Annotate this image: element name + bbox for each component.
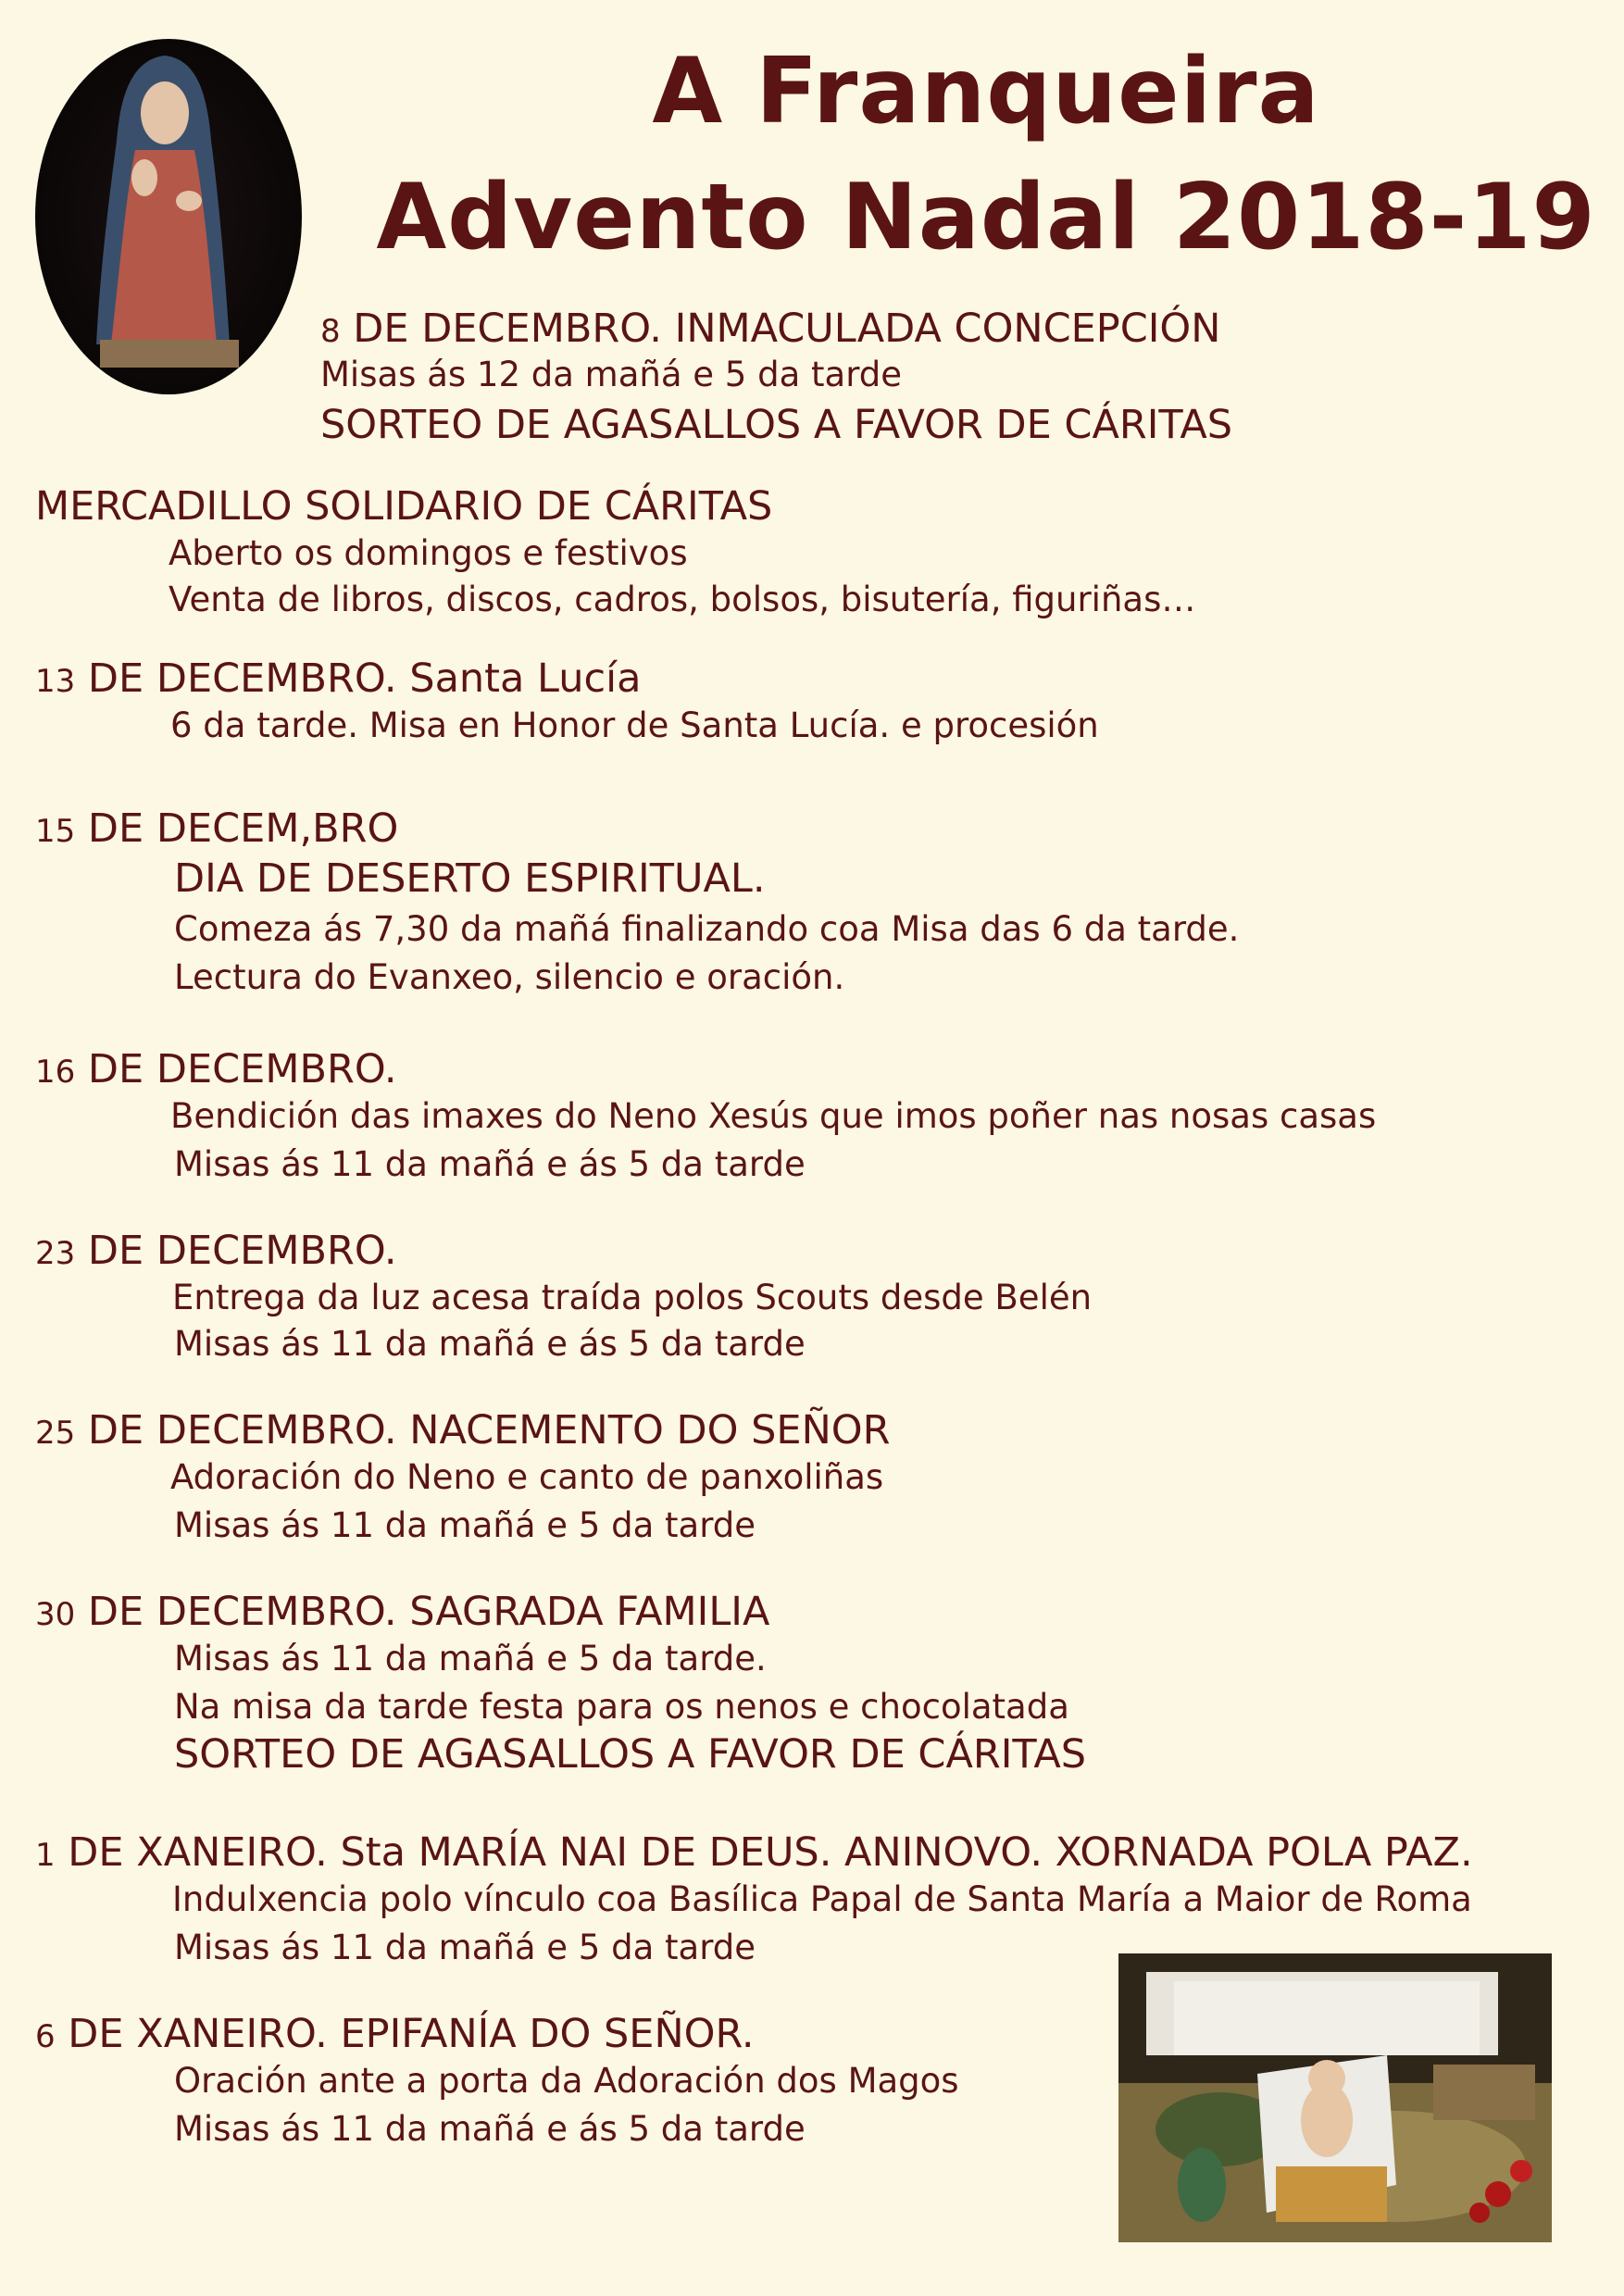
- event-heading: 13 DE DECEMBRO. Santa Lucía: [35, 655, 642, 702]
- event-heading: 1 DE XANEIRO. Sta MARÍA NAI DE DEUS. ANINOVO. XORNADA POLA PAZ.: [35, 1829, 1473, 1876]
- event-line: Misas ás 11 da mañá e 5 da tarde: [174, 1928, 756, 1967]
- event-line: Misas ás 11 da mañá e ás 5 da tarde: [174, 2109, 806, 2149]
- event-line: SORTEO DE AGASALLOS A FAVOR DE CÁRITAS: [174, 1731, 1087, 1778]
- event-heading: 15 DE DECEM,BRO: [35, 805, 399, 852]
- event-line: Misas ás 11 da mañá e 5 da tarde: [174, 1505, 756, 1545]
- event-line: Venta de libros, discos, cadros, bolsos, bisutería, figuriñas…: [169, 580, 1196, 619]
- event-line: Misas ás 11 da mañá e ás 5 da tarde: [174, 1324, 806, 1364]
- event-line: Aberto os domingos e festivos: [169, 533, 688, 573]
- event-heading: MERCADILLO SOLIDARIO DE CÁRITAS: [35, 483, 773, 530]
- event-line: 6 da tarde. Misa en Honor de Santa Lucía. e procesión: [170, 705, 1099, 745]
- event-line: Indulxencia polo vínculo coa Basílica Papal de Santa María a Maior de Roma: [172, 1879, 1472, 1919]
- virgin-statue-photo: [35, 39, 302, 394]
- event-line: Misas ás 11 da mañá e 5 da tarde.: [174, 1639, 767, 1678]
- event-heading: 23 DE DECEMBRO.: [35, 1228, 397, 1274]
- event-date: 23: [35, 1235, 76, 1272]
- event-heading: 30 DE DECEMBRO. SAGRADA FAMILIA: [35, 1589, 770, 1635]
- event-line: Misas ás 12 da mañá e 5 da tarde: [320, 355, 903, 394]
- event-line: SORTEO DE AGASALLOS A FAVOR DE CÁRITAS: [320, 402, 1233, 448]
- event-heading: 8 DE DECEMBRO. INMACULADA CONCEPCIÓN: [320, 306, 1221, 352]
- event-line: Oración ante a porta da Adoración dos Magos: [174, 2061, 959, 2101]
- nativity-crib-photo: [1118, 1953, 1552, 2242]
- event-date: 30: [35, 1596, 76, 1633]
- event-date: 6: [35, 2018, 56, 2055]
- event-date: 1: [35, 1837, 56, 1874]
- event-line: Entrega da luz acesa traída polos Scouts desde Belén: [172, 1278, 1093, 1317]
- event-line: Na misa da tarde festa para os nenos e chocolatada: [174, 1687, 1069, 1727]
- event-line: DIA DE DESERTO ESPIRITUAL.: [174, 855, 766, 902]
- event-date: 13: [35, 663, 76, 700]
- event-line: Adoración do Neno e canto de panxoliñas: [170, 1457, 884, 1497]
- event-line: Lectura do Evanxeo, silencio e oración.: [174, 957, 845, 997]
- event-line: Comeza ás 7,30 da mañá finalizando coa Misa das 6 da tarde.: [174, 909, 1240, 949]
- event-date: 15: [35, 813, 76, 850]
- event-date: 16: [35, 1054, 76, 1091]
- event-line: Misas ás 11 da mañá e ás 5 da tarde: [174, 1144, 806, 1184]
- event-heading: 6 DE XANEIRO. EPIFANÍA DO SEÑOR.: [35, 2011, 755, 2057]
- event-line: Bendición das imaxes do Neno Xesús que imos poñer nas nosas casas: [170, 1096, 1377, 1136]
- event-heading: 25 DE DECEMBRO. NACEMENTO DO SEÑOR: [35, 1407, 891, 1454]
- event-date: 25: [35, 1415, 76, 1452]
- page-title: A Franqueira: [652, 39, 1320, 144]
- page-subtitle: Advento Nadal 2018-19: [376, 165, 1596, 270]
- event-heading: 16 DE DECEMBRO.: [35, 1046, 397, 1092]
- event-date: 8: [320, 313, 341, 350]
